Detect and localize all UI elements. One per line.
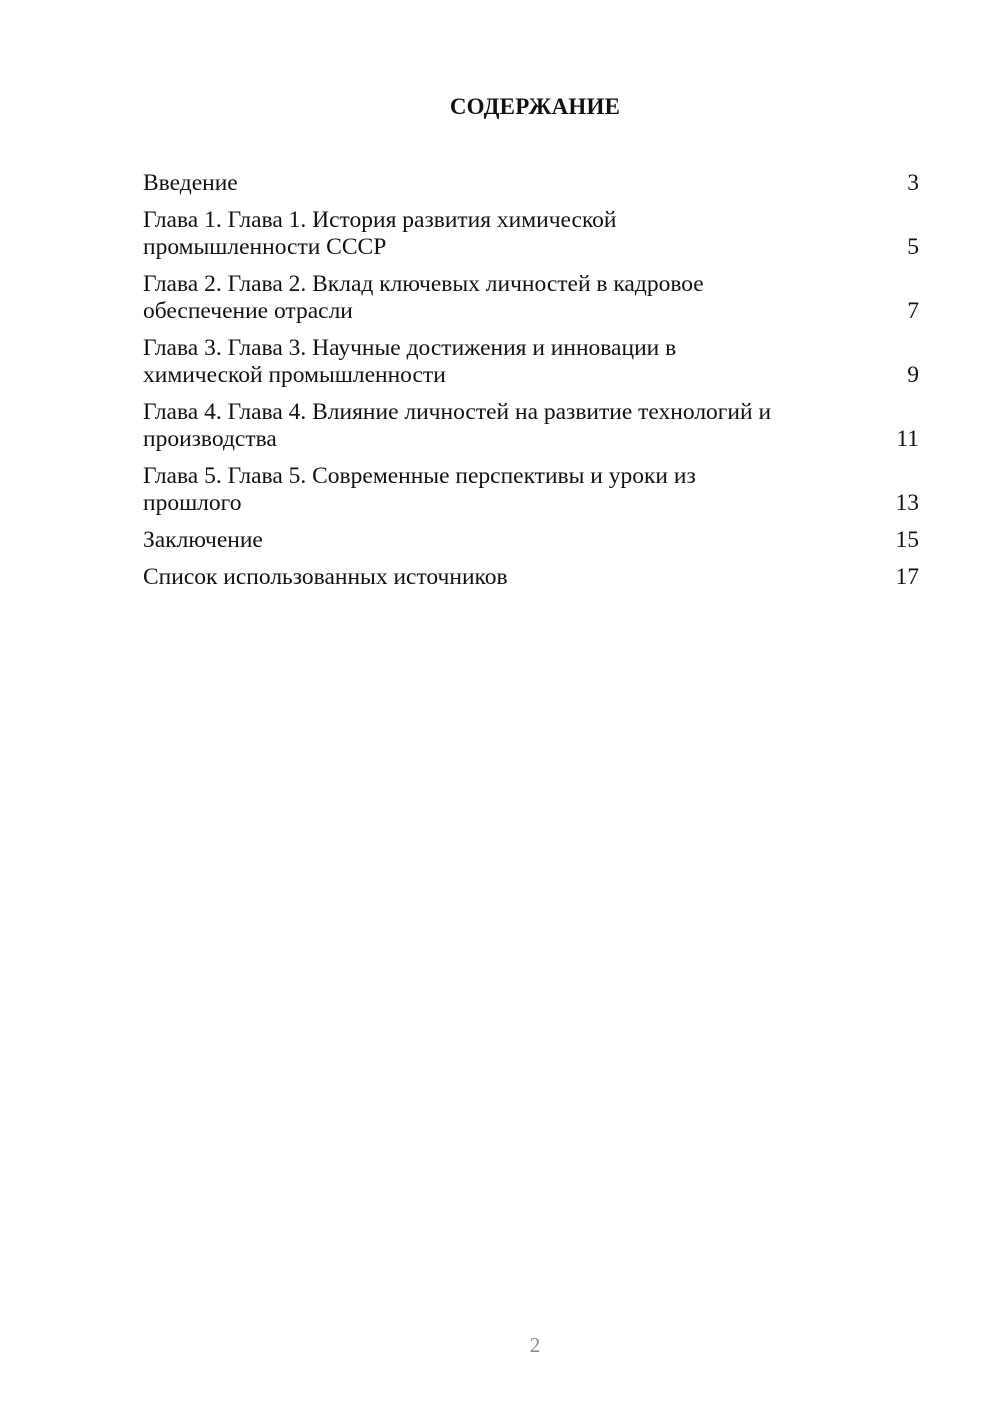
toc-entry-title: Глава 2. Глава 2. Вклад ключевых личностей в кадровое обеспечение отрасли: [143, 271, 704, 324]
toc-entry-page: 17: [895, 564, 919, 590]
toc-entry-introduction[interactable]: [143, 170, 919, 197]
toc-entry-conclusion[interactable]: [143, 527, 919, 554]
toc-entry-title: Глава 1. Глава 1. История развития химической промышленности СССР: [143, 207, 617, 260]
toc-entry-page: 13: [895, 490, 919, 516]
page-title: СОДЕРЖАНИЕ: [449, 94, 621, 119]
toc-entry-chapter-1[interactable]: [143, 207, 919, 261]
toc-entry-page: 5: [907, 234, 919, 260]
toc-entry-references[interactable]: [143, 564, 919, 591]
toc-entry-chapter-3[interactable]: [143, 335, 919, 389]
toc-entry-title: Глава 3. Глава 3. Научные достижения и инновации в химической промышленности: [143, 335, 677, 388]
toc-entry-chapter-5[interactable]: [143, 463, 919, 517]
page-number: 2: [529, 1333, 541, 1357]
toc-entry-title: Список использованных источников: [143, 564, 508, 590]
toc-entry-title: Введение: [143, 170, 238, 196]
toc-entry-chapter-4[interactable]: [143, 399, 919, 453]
toc-entry-page: 11: [896, 426, 919, 452]
table-of-contents: [143, 170, 919, 601]
toc-entry-title: Заключение: [143, 527, 263, 553]
toc-entry-page: 7: [907, 298, 919, 324]
toc-entry-page: 9: [907, 362, 919, 388]
toc-entry-page: 15: [895, 527, 919, 553]
toc-entry-chapter-2[interactable]: [143, 271, 919, 325]
toc-entry-title: Глава 4. Глава 4. Влияние личностей на развитие технологий и производства: [143, 399, 772, 452]
toc-entry-title: Глава 5. Глава 5. Современные перспективы и уроки из прошлого: [143, 463, 696, 516]
toc-entry-page: 3: [907, 170, 919, 196]
